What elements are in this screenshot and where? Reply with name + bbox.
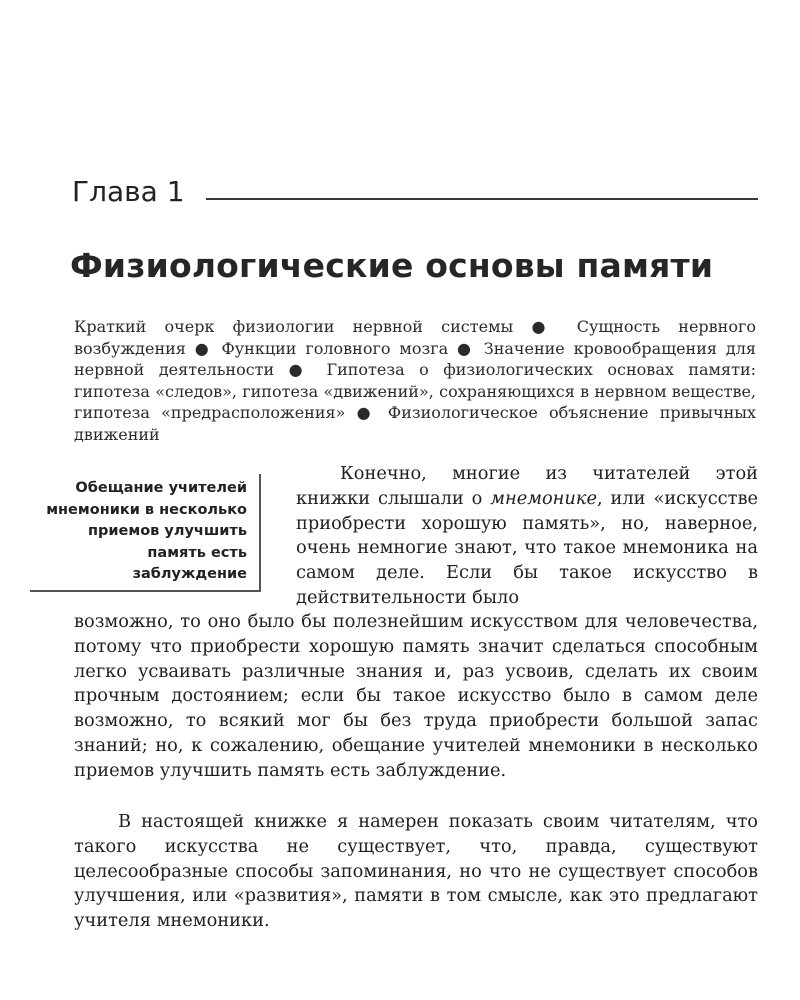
body-paragraph-1-bottom: возможно, то оно было бы полезнейшим искусством для человечества, потому что приобрести хорошую память значит сделаться способным легко усваивать различные знания и, раз усвоив, сделать их своим прочным достоянием; если бы такое искусство было в самом деле возможно, то всякий мог бы без труда приобрести большой запас знаний; но, к сожалению, обещание учителей мнемоники в несколько приемов улучшить память есть заблуждение. <box>74 611 758 781</box>
margin-note-text: Обещание учителей мнемоники в несколько приемов улучшить память есть заблуждение <box>46 480 247 582</box>
body-paragraph-1-top <box>296 462 758 611</box>
chapter-summary: Краткий очерк физиологии нервной системы ● Сущность нервного возбуждения ● Функции головного мозга ● Значение кровообращения для нервной деятельности ● Гипотеза о физиологических основах памяти: гипотеза «следов», гипотеза «движений», сохраняющихся в нервном веществе, гипотеза «предрасположения» ● Физиологическое объяснение привычных движений <box>74 317 756 444</box>
chapter-heading-row <box>72 172 760 212</box>
margin-note-box <box>30 474 261 592</box>
chapter-label: Глава 1 <box>72 175 185 208</box>
body-paragraph-2: В настоящей книжке я намерен показать своим читателям, что такого искусства не существует, что, правда, существуют целесообразные способы запоминания, но что не существует способов улучшения, или «развития», памяти в том смысле, как это предлагают учителя мнемоники. <box>74 811 758 932</box>
chapter-rule <box>206 198 758 200</box>
body-text: Конечно, многие из читателей этой книжки слышали о <box>296 463 758 509</box>
chapter-title: Физиологические основы памяти <box>70 246 714 286</box>
emphasis-term: мнемонике <box>490 487 597 509</box>
body-text: , или «искусстве приобрести хорошую память», но, наверное, очень немногие знают, что такое мнемоника на самом деле. Если бы такое искусство в действительности было <box>296 487 758 608</box>
